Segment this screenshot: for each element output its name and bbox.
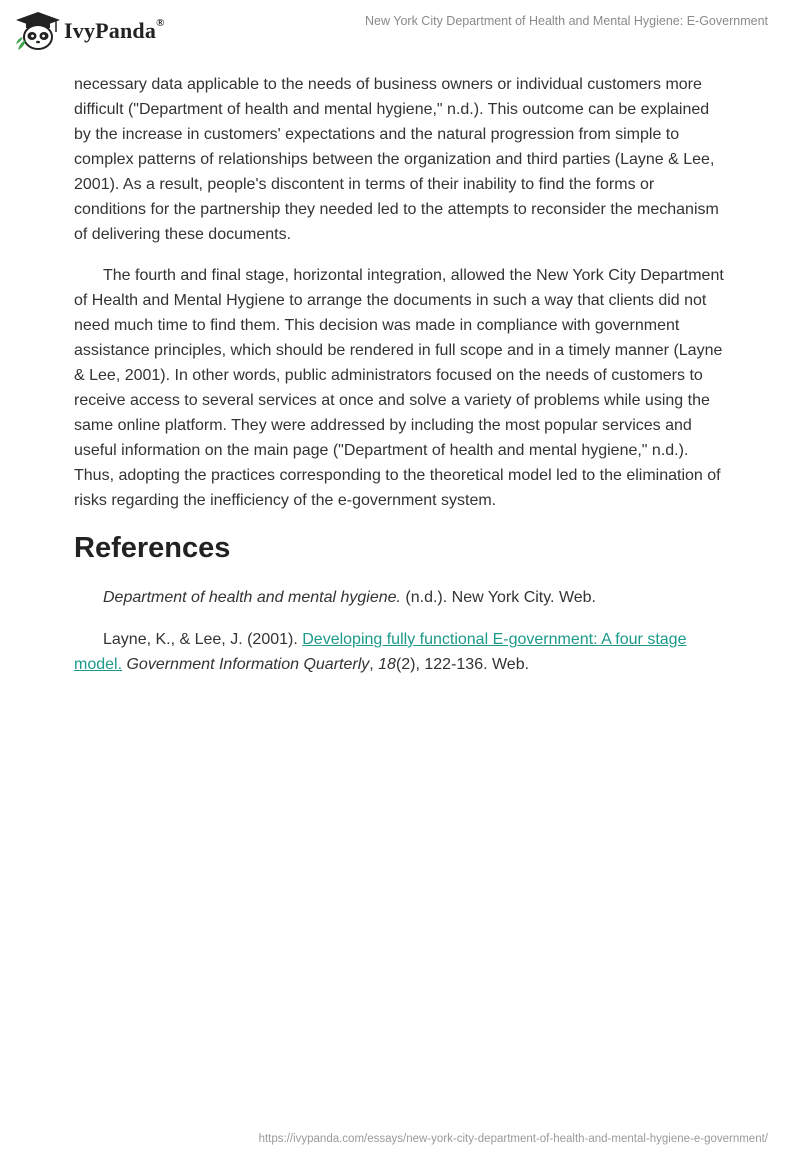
reference-journal: Government Information Quarterly — [126, 656, 370, 673]
ivypanda-logo[interactable] — [14, 10, 165, 52]
panda-graduate-icon — [14, 10, 62, 52]
reference-authors: Layne, K., & Lee, J. (2001). — [103, 631, 303, 648]
paragraph-horizontal-integration: The fourth and final stage, horizontal integration, allowed the New York City Department of Health and Mental Hygiene to arrange the documents in such a way that clients did not need much time to find them. This decision was made in compliance with government assistance principles, which should be rendered in full scope and in a timely manner (Layne & Lee, 2001). In other words, public administrators focused on the needs of customers to receive access to several services at once and solve a variety of problems while using the same online platform. They were addressed by including the most popular services and useful information on the main page ("Department of health and mental hygiene," n.d.). Thus, adopting the practices corresponding to the theoretical model led to the elimination of risks regarding the inefficiency of the e-government system. — [74, 267, 724, 509]
paragraph-continued: necessary data applicable to the needs of business owners or individual customers more difficult ("Department of health and mental hygiene," n.d.). This outcome can be explained by the increase in customers' expectations and the natural progression from simple to complex patterns of relationships between the organization and third parties (Layne & Lee, 2001). As a result, people's discontent in terms of their inability to find the forms or conditions for the partnership they needed led to the attempts to reconsider the mechanism of delivering these documents. — [74, 76, 719, 243]
reference-title: Department of health and mental hygiene. — [103, 589, 401, 606]
reference-issue-pages: (2), 122-136. Web. — [395, 656, 530, 673]
page-header — [0, 0, 800, 70]
references-heading: References — [74, 532, 231, 564]
footer-url[interactable]: https://ivypanda.com/essays/new-york-city-department-of-health-and-mental-hygiene-e-government/ — [258, 1133, 768, 1145]
reference-item: Layne, K., & Lee, J. (2001). Developing fully functional E-government: A four stage model. Government Information Quarterly, 18(2), 122-136. Web. — [74, 631, 687, 673]
logo-wordmark: IvyPanda® — [64, 16, 165, 43]
reference-item — [74, 585, 724, 610]
reference-volume: 18 — [378, 656, 396, 673]
running-title: New York City Department of Health and Mental Hygiene: E-Government — [365, 14, 768, 28]
reference-link[interactable]: Developing fully functional E-government: A four stage model. — [74, 631, 687, 673]
essay-content — [74, 72, 724, 694]
reference-details: (n.d.). New York City. Web. — [400, 589, 596, 606]
